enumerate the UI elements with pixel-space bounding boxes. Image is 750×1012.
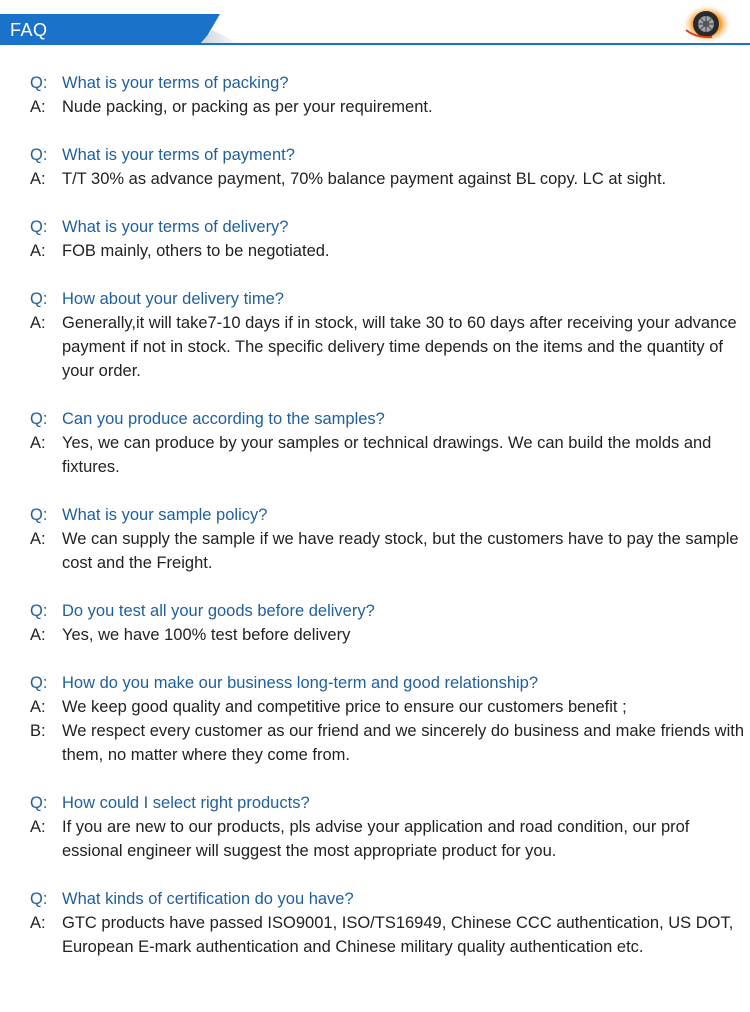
question-marker: Q: — [30, 506, 48, 524]
faq-item — [30, 791, 745, 863]
question-marker: Q: — [30, 74, 48, 92]
question-marker: Q: — [30, 602, 48, 620]
answer-marker: A: — [30, 626, 46, 644]
answer-marker: A: — [30, 434, 46, 452]
answer-text: We keep good quality and competitive price to ensure our customers benefit ; — [62, 698, 627, 716]
faq-question — [30, 71, 745, 95]
faq-answer — [30, 431, 745, 479]
answer-marker: A: — [30, 314, 46, 332]
faq-item — [30, 599, 745, 647]
answer-text: If you are new to our products, pls advise your application and road condition, our prof essional engineer will suggest the most appropriate product for you. — [62, 818, 690, 860]
faq-item — [30, 287, 745, 383]
answer-marker: A: — [30, 170, 46, 188]
question-text: What is your terms of delivery? — [62, 218, 289, 236]
header-rule — [0, 43, 750, 45]
answer-text: We can supply the sample if we have ready stock, but the customers have to pay the sample cost and the Freight. — [62, 530, 739, 572]
faq-question — [30, 887, 745, 911]
faq-answer — [30, 311, 745, 383]
question-text: How about your delivery time? — [62, 290, 284, 308]
answer-text: Generally,it will take7-10 days if in stock, will take 30 to 60 days after receiving your advance payment if not in stock. The specific delivery time depends on the items and the quantity of your order. — [62, 314, 737, 380]
faq-list — [30, 71, 745, 983]
faq-item — [30, 503, 745, 575]
question-text: What kinds of certification do you have? — [62, 890, 354, 908]
answer-marker: A: — [30, 98, 46, 116]
faq-answer — [30, 695, 745, 719]
question-text: Do you test all your goods before delivery? — [62, 602, 375, 620]
question-marker: Q: — [30, 218, 48, 236]
answer-marker: A: — [30, 698, 46, 716]
answer-text: T/T 30% as advance payment, 70% balance payment against BL copy. LC at sight. — [62, 170, 667, 188]
question-text: How do you make our business long-term and good relationship? — [62, 674, 539, 692]
faq-answer — [30, 239, 745, 263]
answer-text: FOB mainly, others to be negotiated. — [62, 242, 330, 260]
tire-logo-icon — [682, 4, 732, 44]
question-text: What is your terms of payment? — [62, 146, 295, 164]
faq-question — [30, 503, 745, 527]
question-marker: Q: — [30, 146, 48, 164]
faq-item — [30, 215, 745, 263]
faq-answer — [30, 527, 745, 575]
question-marker: Q: — [30, 794, 48, 812]
faq-item — [30, 887, 745, 959]
page-title: FAQ — [10, 20, 48, 40]
question-marker: Q: — [30, 290, 48, 308]
question-text: Can you produce according to the samples? — [62, 410, 385, 428]
faq-answer — [30, 623, 745, 647]
faq-item — [30, 671, 745, 767]
answer-text: We respect every customer as our friend and we sincerely do business and make friends with them, no matter where they come from. — [62, 722, 745, 764]
faq-header — [0, 0, 750, 46]
question-text: How could I select right products? — [62, 794, 310, 812]
answer-text: Yes, we can produce by your samples or technical drawings. We can build the molds and fixtures. — [62, 434, 712, 476]
faq-answer — [30, 167, 745, 191]
faq-answer — [30, 815, 745, 863]
faq-item — [30, 407, 745, 479]
faq-item — [30, 71, 745, 119]
answer-marker: A: — [30, 242, 46, 260]
faq-question — [30, 671, 745, 695]
faq-question — [30, 287, 745, 311]
faq-item — [30, 143, 745, 191]
question-text: What is your terms of packing? — [62, 74, 289, 92]
question-text: What is your sample policy? — [62, 506, 268, 524]
answer-text: Yes, we have 100% test before delivery — [62, 626, 351, 644]
faq-question — [30, 215, 745, 239]
faq-question — [30, 407, 745, 431]
faq-answer — [30, 911, 745, 959]
question-marker: Q: — [30, 674, 48, 692]
faq-question — [30, 143, 745, 167]
faq-answer — [30, 95, 745, 119]
answer-text: GTC products have passed ISO9001, ISO/TS16949, Chinese CCC authentication, US DOT, European E-mark authentication and Chinese military quality authentication etc. — [62, 914, 734, 956]
question-marker: Q: — [30, 410, 48, 428]
question-marker: Q: — [30, 890, 48, 908]
faq-question — [30, 791, 745, 815]
answer-marker: A: — [30, 914, 46, 932]
answer-marker: B: — [30, 722, 46, 740]
answer-marker: A: — [30, 530, 46, 548]
answer-text: Nude packing, or packing as per your requirement. — [62, 98, 433, 116]
faq-question — [30, 599, 745, 623]
answer-marker: A: — [30, 818, 46, 836]
faq-answer — [30, 719, 745, 767]
